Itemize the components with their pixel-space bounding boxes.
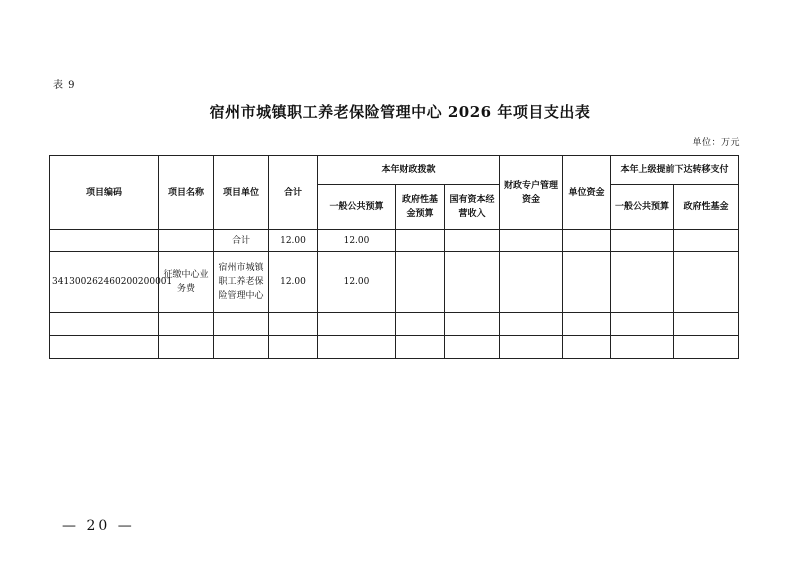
row-general-public-budget: 12.00 (318, 252, 396, 313)
row-gov-fund-budget (396, 252, 445, 313)
header-general-public-budget: 一般公共预算 (318, 185, 396, 230)
table-row (50, 252, 739, 313)
total-row-project-code (50, 230, 159, 252)
row-state-capital-income (445, 252, 500, 313)
total-row-project-name (159, 230, 214, 252)
header-upper-general-public-budget: 一般公共预算 (611, 185, 674, 230)
header-gov-fund-budget: 政府性基金预算 (396, 185, 445, 230)
total-row-fiscal-special-funds (500, 230, 563, 252)
row-upper-gov-fund (674, 252, 739, 313)
page-number: — 20 — (62, 518, 135, 534)
unit-label: 单位：万元 (692, 138, 740, 148)
table-number: 表 9 (53, 80, 76, 91)
total-row-general-public-budget: 12.00 (318, 230, 396, 252)
total-row-upper-gov-fund (674, 230, 739, 252)
total-row-upper-general-public-budget (611, 230, 674, 252)
header-total: 合计 (269, 156, 318, 230)
header-upper-level-transfer: 本年上级提前下达转移支付 (611, 156, 739, 185)
header-project-unit: 项目单位 (214, 156, 269, 230)
total-row (50, 230, 739, 252)
total-row-unit-funds (563, 230, 611, 252)
empty-table-row (50, 313, 739, 336)
header-fiscal-special-funds: 财政专户管理资金 (500, 156, 563, 230)
header-state-capital-income: 国有资本经营收入 (445, 185, 500, 230)
header-current-year-fiscal: 本年财政拨款 (318, 156, 500, 185)
row-fiscal-special-funds (500, 252, 563, 313)
empty-table-row (50, 336, 739, 359)
header-project-name: 项目名称 (159, 156, 214, 230)
row-project-code: 341300262460200200001 (50, 252, 159, 313)
page-title: 宿州市城镇职工养老保险管理中心 2026 年项目支出表 (209, 103, 591, 121)
row-total: 12.00 (269, 252, 318, 313)
row-project-unit: 宿州市城镇职工养老保险管理中心 (214, 252, 269, 313)
header-unit-funds: 单位资金 (563, 156, 611, 230)
row-upper-general-public-budget (611, 252, 674, 313)
total-row-label: 合计 (214, 230, 269, 252)
project-expenditure-table (49, 155, 739, 359)
header-upper-gov-fund: 政府性基金 (674, 185, 739, 230)
total-row-total: 12.00 (269, 230, 318, 252)
table-header-row (50, 156, 739, 185)
row-unit-funds (563, 252, 611, 313)
row-project-name: 征缴中心业务费 (159, 252, 214, 313)
header-project-code: 项目编码 (50, 156, 159, 230)
total-row-gov-fund-budget (396, 230, 445, 252)
total-row-state-capital-income (445, 230, 500, 252)
